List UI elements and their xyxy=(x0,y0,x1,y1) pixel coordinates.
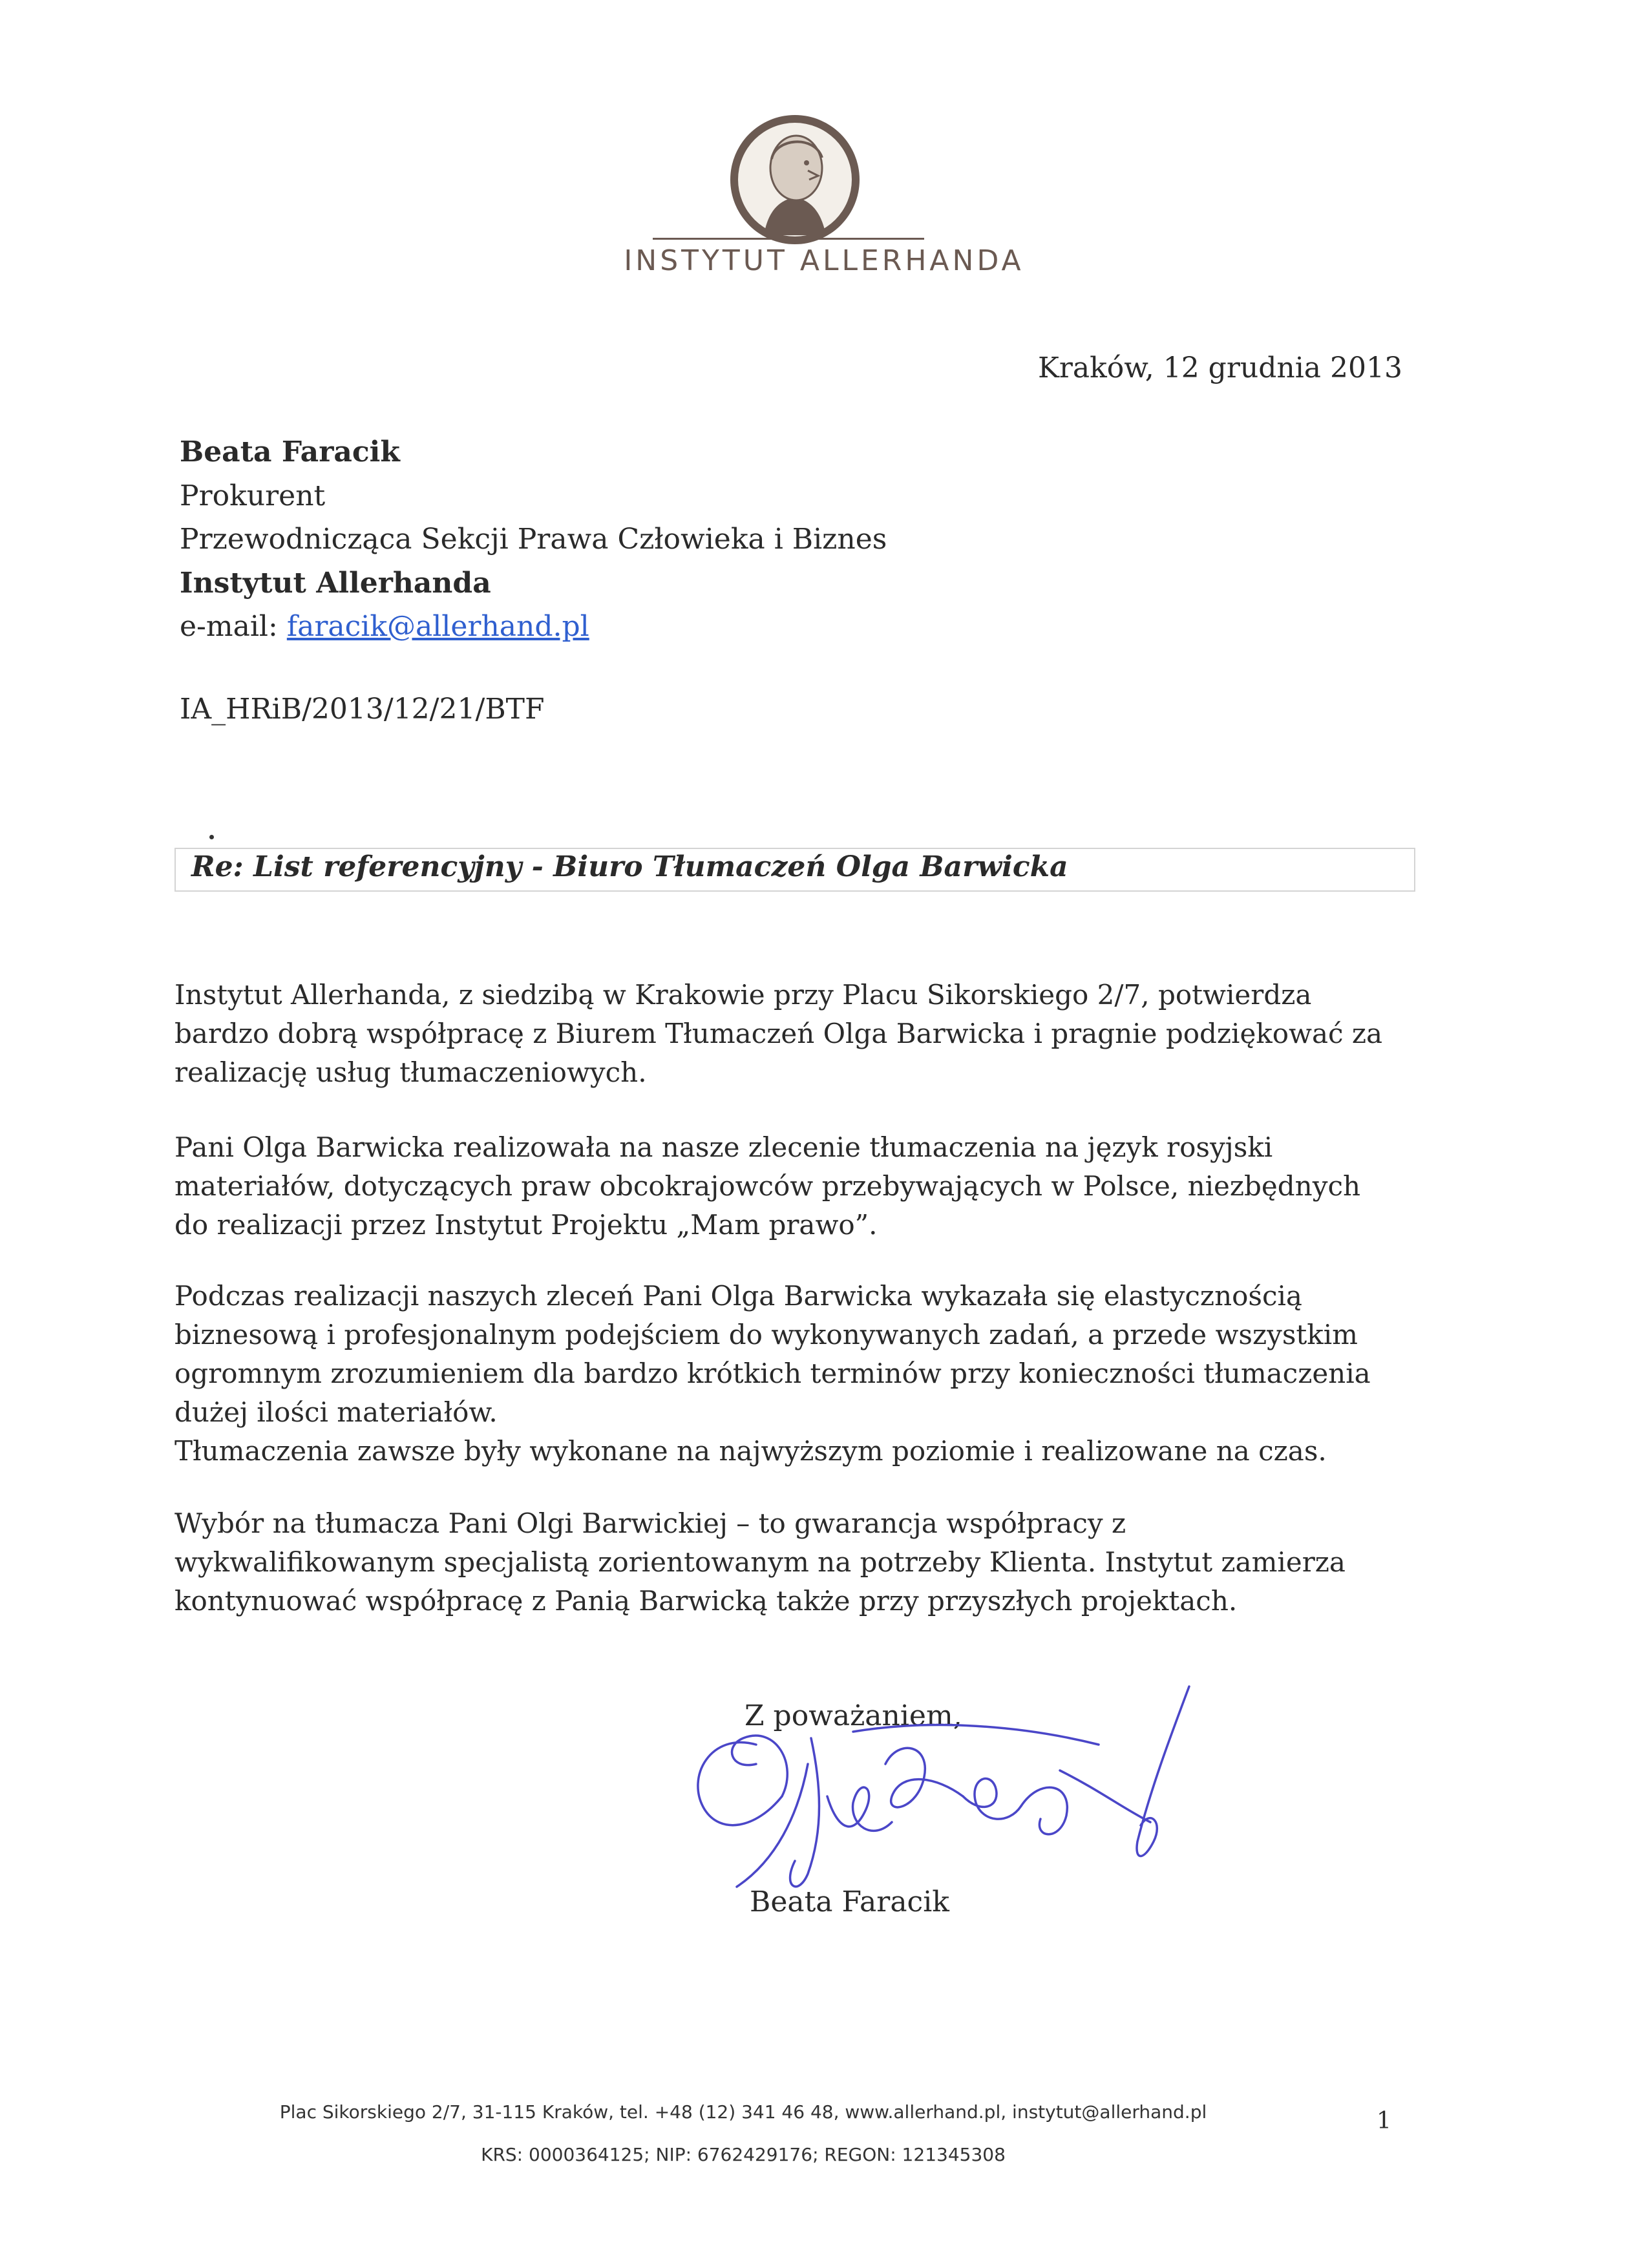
body-paragraph-2 xyxy=(174,1128,1402,1244)
footer-address: Plac Sikorskiego 2/7, 31-115 Kraków, tel. +48 (12) 341 46 48, www.allerhand.pl, instytut@allerhand.pl xyxy=(279,2101,1207,2123)
email-link[interactable]: faracik@allerhand.pl xyxy=(286,610,589,643)
reference-number: IA_HRiB/2013/12/21/BTF xyxy=(180,693,545,726)
text-line: kontynuować współpracę z Panią Barwicką także przy przyszłych projektach. xyxy=(174,1585,1238,1617)
org-name: INSTYTUT ALLERHANDA xyxy=(624,244,1024,277)
letter-date: Kraków, 12 grudnia 2013 xyxy=(1038,352,1402,384)
body-paragraph-1 xyxy=(174,976,1402,1092)
text-line: realizację usług tłumaczeniowych. xyxy=(174,1056,647,1088)
footer-registry: KRS: 0000364125; NIP: 6762429176; REGON: 121345308 xyxy=(481,2144,1006,2165)
sender-position: Przewodnicząca Sekcji Prawa Człowieka i Biznes xyxy=(180,523,887,556)
text-line: ogromnym zrozumieniem dla bardzo krótkich terminów przy konieczności tłumaczenia xyxy=(174,1358,1371,1389)
sender-role: Prokurent xyxy=(180,479,326,512)
text-line: Wybór na tłumacza Pani Olgi Barwickiej – to gwarancja współpracy z xyxy=(174,1507,1126,1539)
portrait-medallion-icon xyxy=(724,109,866,251)
text-line: Podczas realizacji naszych zleceń Pani Olga Barwicka wykazała się elastycznością xyxy=(174,1280,1302,1312)
body-paragraph-4 xyxy=(174,1504,1402,1621)
text-line: dużej ilości materiałów. xyxy=(174,1396,498,1428)
text-line: Instytut Allerhanda, z siedzibą w Krakowie przy Placu Sikorskiego 2/7, potwierdza xyxy=(174,979,1312,1011)
text-line: bardzo dobrą współpracę z Biurem Tłumaczeń Olga Barwicka i pragnie podziękować za xyxy=(174,1018,1383,1049)
text-line: Tłumaczenia zawsze były wykonane na najwyższym poziomie i realizowane na czas. xyxy=(174,1435,1327,1467)
text-line: wykwalifikowanym specjalistą zorientowanym na potrzeby Klienta. Instytut zamierza xyxy=(174,1546,1346,1578)
text-line: materiałów, dotyczących praw obcokrajowców przebywających w Polsce, niezbędnych xyxy=(174,1170,1361,1202)
text-line: Pani Olga Barwicka realizowała na nasze zlecenie tłumaczenia na język rosyjski xyxy=(174,1131,1273,1163)
handwritten-signature xyxy=(659,1667,1254,1913)
subject-line: Re: List referencyjny - Biuro Tłumaczeń Olga Barwicka xyxy=(191,850,1068,883)
text-line: biznesową i profesjonalnym podejściem do wykonywanych zadań, a przede wszystkim xyxy=(174,1319,1358,1350)
text-line: do realizacji przez Instytut Projektu „Mam prawo”. xyxy=(174,1209,878,1241)
signer-name: Beata Faracik xyxy=(750,1885,949,1918)
email-label: e-mail: xyxy=(180,610,287,643)
closing-salutation: Z poważaniem, xyxy=(745,1699,962,1732)
sender-name: Beata Faracik xyxy=(180,436,400,468)
body-paragraph-3 xyxy=(174,1277,1402,1471)
sender-organization: Instytut Allerhanda xyxy=(180,567,491,600)
header-divider xyxy=(653,238,924,240)
bullet-dot xyxy=(209,835,214,839)
page-number: 1 xyxy=(1377,2108,1391,2134)
sender-email-line xyxy=(180,610,589,643)
